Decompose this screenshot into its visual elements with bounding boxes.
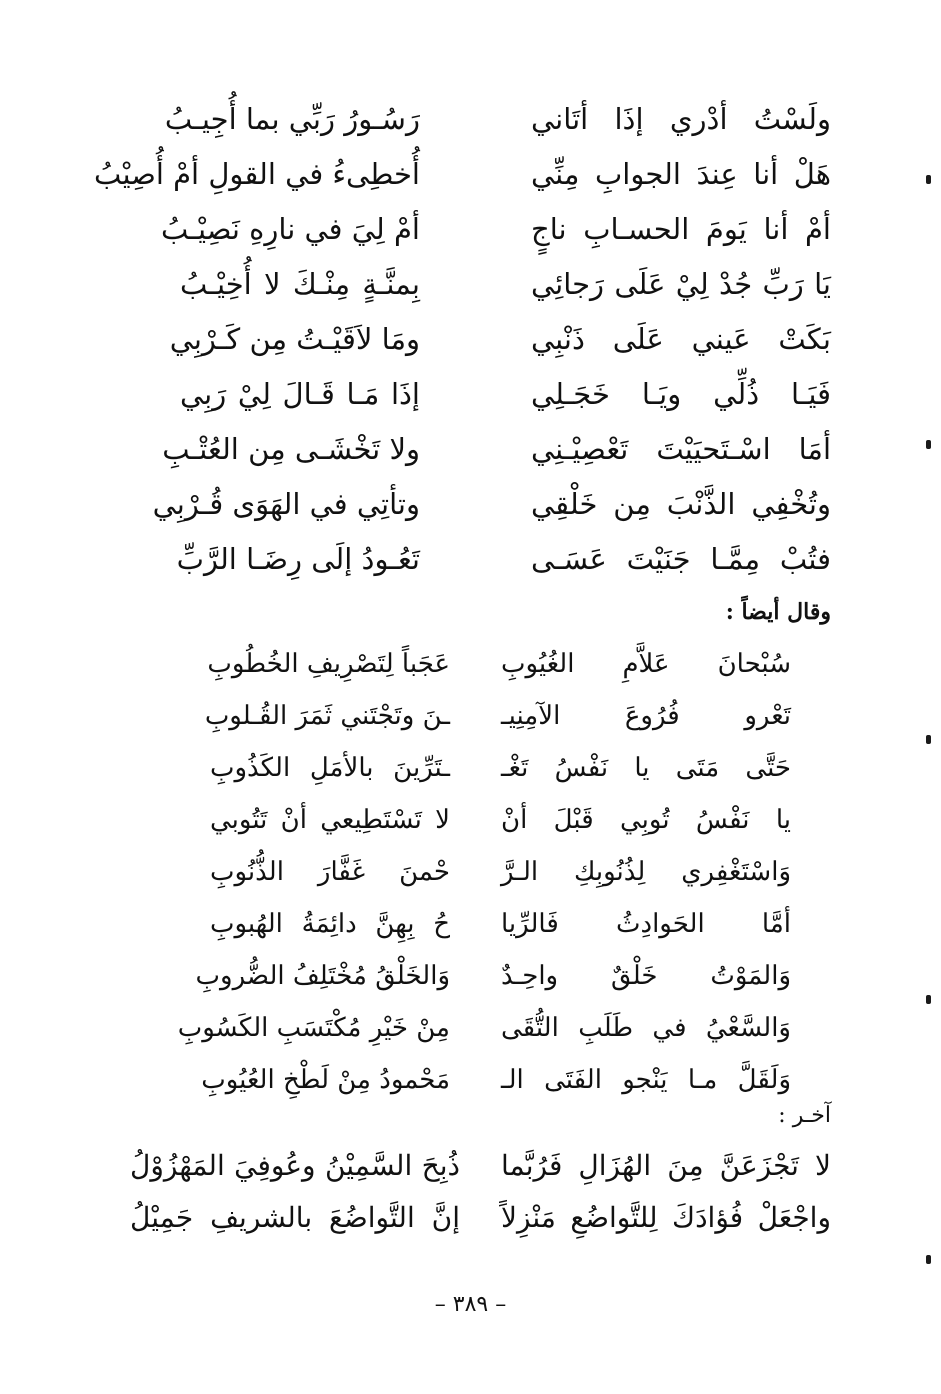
verse-second-hemistich: ومَا لاَقَيْـتُ مِن كَـرْبِي <box>169 322 420 356</box>
margin-mark <box>926 735 931 744</box>
verse <box>0 202 941 257</box>
verse-first-hemistich: أمَّا الحَوادِثُ فَالرِّيا <box>501 909 791 939</box>
verse <box>0 1140 941 1192</box>
verse <box>0 690 941 742</box>
verse-first-hemistich: بَكَتْ عَيني عَلَى ذَنْبِي <box>531 322 831 356</box>
verse-second-hemistich: إنَّ التَّواضُعَ بالشريفِ جَمِيْلُ <box>130 1201 460 1234</box>
verse-second-hemistich: ذُبِحَ السَّمِيْنُ وعُوفِيَ المَهْزُوْلُ <box>130 1149 460 1182</box>
verse-second-hemistich: مَحْمودُ مِنْ لَطْخِ العُيُوبِ <box>201 1065 450 1095</box>
verse-first-hemistich: لا تَجْزَعَنَّ مِنَ الهُزَالِ فَرُبَّما <box>501 1149 831 1182</box>
verse-second-hemistich: ـنَ وتَجْتَني ثَمَرَ القُـلوبِ <box>204 701 450 731</box>
verse-first-hemistich: يا نَفْسُ تُوبِي قَبْلَ أنْ <box>501 805 791 835</box>
verse <box>0 312 941 367</box>
verse-second-hemistich: لا تَسْتَطِيعي أنْ تَتُوبي <box>210 805 450 835</box>
verse-second-hemistich: أُخطِىءُ في القولِ أمْ أُصِيْبُ <box>93 157 420 191</box>
verse-first-hemistich: وَاسْتَغْفِري لِذُنُوبِكِ الـرَّ <box>501 857 791 887</box>
verse-first-hemistich: وَالمَوْتُ خَلْقٌ واحِـدٌ <box>501 961 791 991</box>
verse <box>0 638 941 690</box>
verse-second-hemistich: أمْ لِيَ في نارِهِ نَصِيْـبُ <box>161 212 420 246</box>
verse-second-hemistich: إذَا مَـا قَـالَ لِيْ رَبِي <box>180 377 420 411</box>
section-heading: وقال أيضاً : <box>725 599 831 625</box>
verse-second-hemistich: رَسُـورُ رَبِّي بما أُجِيـبُ <box>164 102 420 136</box>
margin-mark <box>926 440 931 449</box>
verse <box>0 257 941 312</box>
verse <box>0 846 941 898</box>
verse-first-hemistich: واجْعَلْ فُؤادَكَ لِلتَّواضُعِ مَنْزِلاً <box>501 1201 831 1234</box>
verse <box>0 1192 941 1244</box>
margin-mark <box>926 1255 931 1264</box>
verse <box>0 92 941 147</box>
verse-second-hemistich: ـتَرِّينَ بالأمَلِ الكَذُوبِ <box>210 753 450 783</box>
verse-first-hemistich: فتُبْ مِمَّـا جَنَيْتَ عَسَـى <box>531 542 831 576</box>
verse <box>0 794 941 846</box>
verse <box>0 367 941 422</box>
verse-second-hemistich: حُ بِهِنَّ دائِمَةُ الهُبوبِ <box>210 909 450 939</box>
verse-first-hemistich: وَلَقَلَّ مـا يَنْجو الفَتَى الـ <box>501 1065 791 1095</box>
verse-second-hemistich: مِنْ خَيْرِ مُكْتَسَبِ الكَسُوبِ <box>177 1013 450 1043</box>
verse-second-hemistich: وَالخَلْقُ مُخْتَلِفُ الضُّروبِ <box>195 961 450 991</box>
verse <box>0 532 941 587</box>
verse <box>0 950 941 1002</box>
verse-second-hemistich: عَجَباً لِتَصْرِيفِ الخُطُوبِ <box>207 649 450 679</box>
verse-second-hemistich: تَعُـودُ إلَى رِضَـا الرَّبِّ <box>176 542 420 576</box>
verse-first-hemistich: سُبْحانَ عَلاَّمِ الغُيُوبِ <box>501 649 791 679</box>
margin-mark <box>926 995 931 1004</box>
verse-first-hemistich: يَا رَبِّ جُدْ لِيْ عَلَى رَجائِي <box>531 267 831 301</box>
margin-mark <box>926 175 931 184</box>
verse-first-hemistich: ولَسْتُ أدْري إذَا أتَاني <box>531 102 831 136</box>
verse-second-hemistich: بِمنَّـةٍ مِنْـكَ لا أُخِيْـبُ <box>180 267 420 301</box>
verse-first-hemistich: فَيَـا ذُلِّي ويَـا خَجَـلِي <box>531 377 831 411</box>
verse-first-hemistich: هَلْ أنا عِندَ الجوابِ مِنِّي <box>531 157 831 191</box>
verse <box>0 147 941 202</box>
verse <box>0 422 941 477</box>
verse-first-hemistich: أمَا اسْـتَحيَيْتَ تَعْصِيْـنِي <box>531 432 831 466</box>
verse-first-hemistich: حَتَّى مَتَى يا نَفْسُ تَغْـ <box>501 753 791 783</box>
sub-heading: آخـر : <box>778 1103 831 1128</box>
verse-second-hemistich: حْمنَ غَفَّارَ الذُّنُوبِ <box>210 857 450 887</box>
verse-first-hemistich: وتُخْفِي الذَّنْبَ مِن خَلْقِي <box>531 487 831 521</box>
verse <box>0 477 941 532</box>
verse <box>0 1002 941 1054</box>
verse-second-hemistich: وتأتِي في الهَوَى قُـرْبِي <box>152 487 420 521</box>
verse <box>0 898 941 950</box>
verse-first-hemistich: تَعْرو فُرُوعَ الآمِنِيـ <box>501 701 791 731</box>
verse <box>0 742 941 794</box>
verse-first-hemistich: أمْ أنا يَومَ الحسـابِ ناجٍ <box>531 212 831 246</box>
verse-first-hemistich: وَالسَّعْيُ في طَلَبِ التُّقَى <box>501 1013 791 1043</box>
verse <box>0 1054 941 1106</box>
page-number: – ٣٨٩ – <box>434 1292 507 1317</box>
verse-second-hemistich: ولا تَخْشَـى مِن العُتْـبِ <box>162 432 420 466</box>
